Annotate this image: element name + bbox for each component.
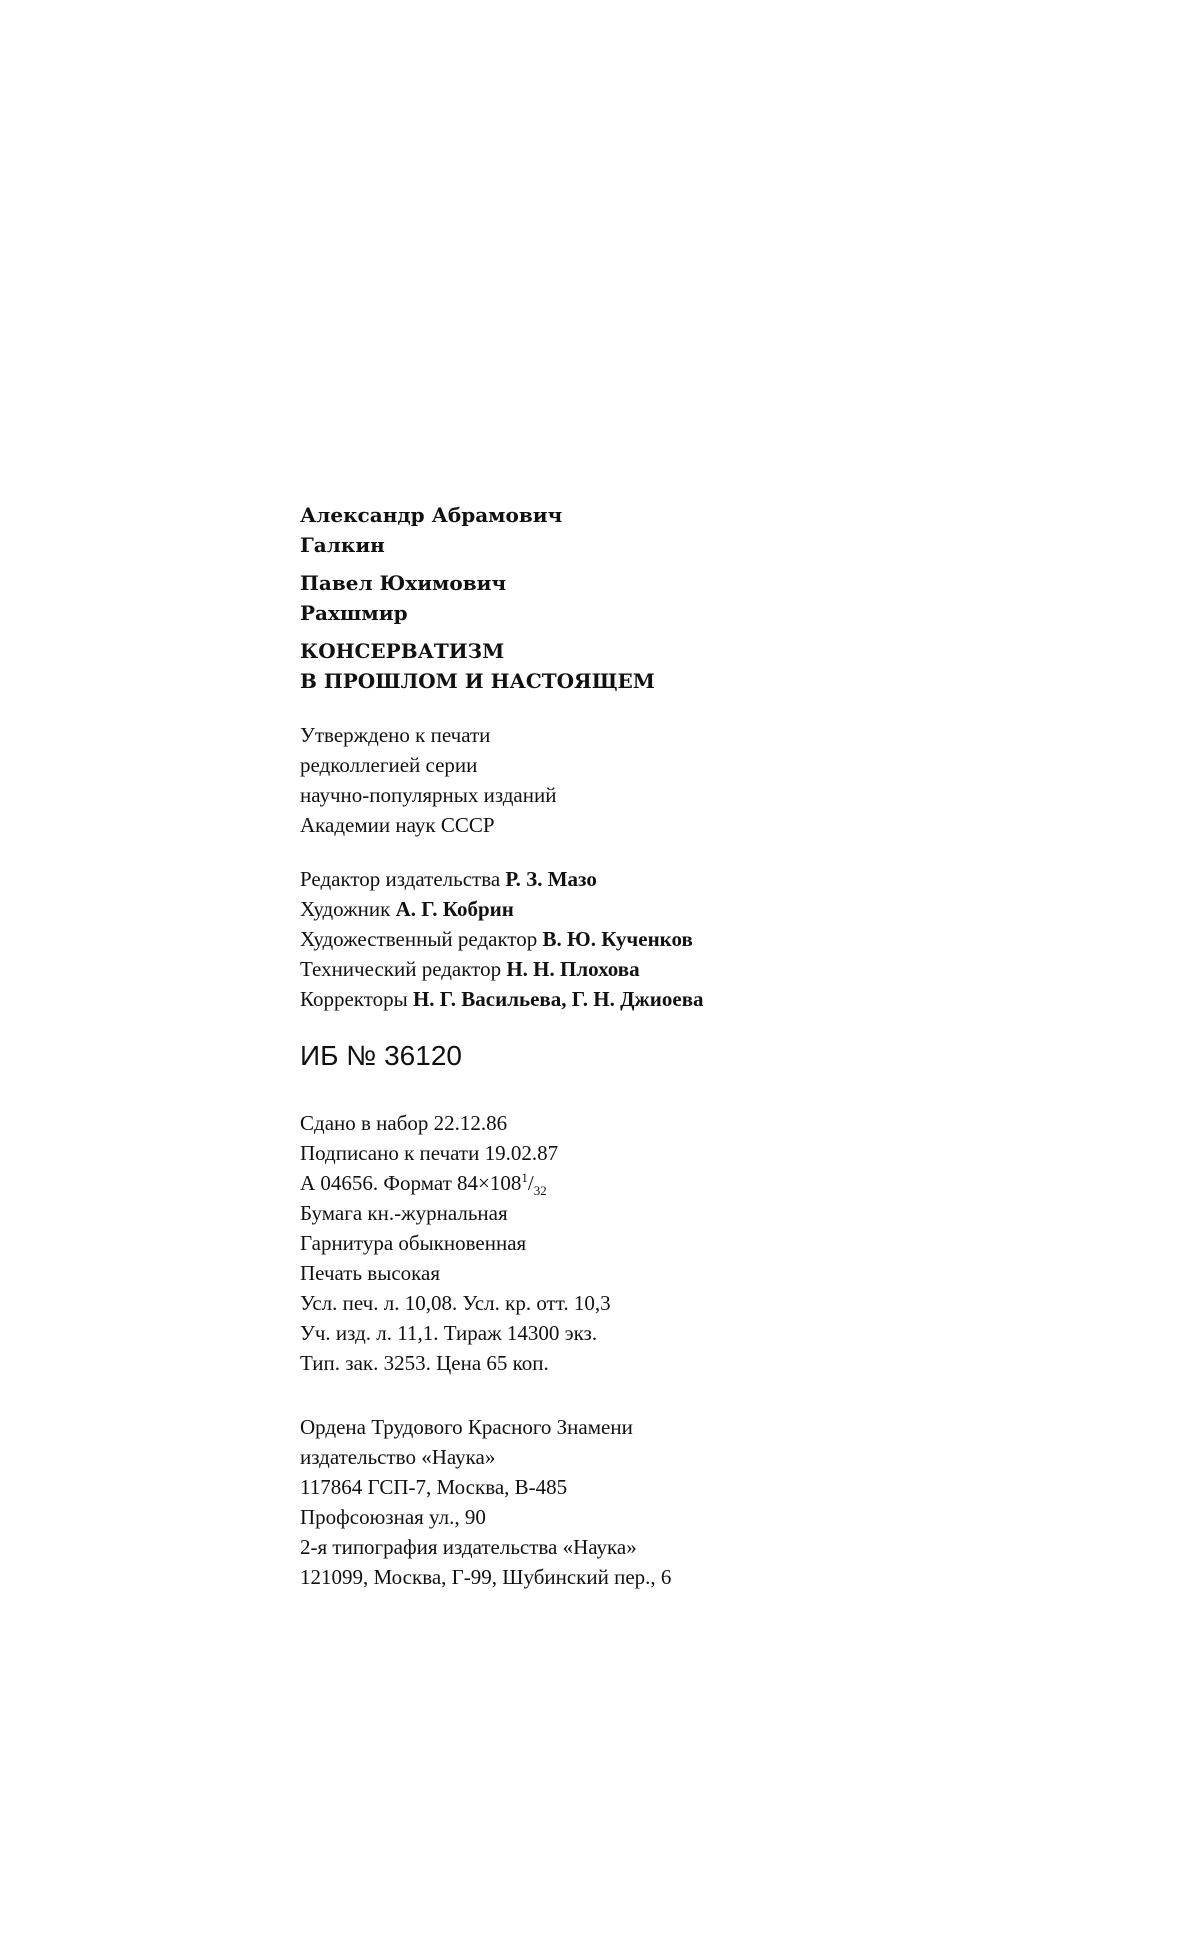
staff-name: В. Ю. Кученков [542, 927, 693, 951]
publisher-line: издательство «Наука» [300, 1445, 496, 1469]
staff-name: А. Г. Кобрин [395, 897, 514, 921]
publisher-block [300, 1412, 920, 1592]
print-line: Уч. изд. л. 11,1. Тираж 14300 экз. [300, 1321, 598, 1345]
publisher-line: Ордена Трудового Красного Знамени [300, 1415, 633, 1439]
author-last-name: Галкин [300, 533, 385, 557]
title-line-1: КОНСЕРВАТИЗМ [300, 639, 505, 663]
staff-role: Художественный редактор [300, 927, 538, 951]
approval-line: Академии наук СССР [300, 813, 495, 837]
author-1 [300, 500, 920, 560]
author-first-name: Павел Юхимович [300, 571, 507, 595]
staff-proofreaders [300, 984, 920, 1014]
staff-role: Корректоры [300, 987, 408, 1011]
book-title [300, 636, 920, 696]
staff-role: Редактор издательства [300, 867, 501, 891]
author-first-name: Александр Абрамович [300, 503, 563, 527]
print-line: Печать высокая [300, 1261, 441, 1285]
publisher-line: 117864 ГСП-7, Москва, В-485 [300, 1475, 568, 1499]
staff-block [300, 864, 920, 1014]
staff-role: Художник [300, 897, 391, 921]
colophon [300, 500, 920, 1592]
staff-editor [300, 864, 920, 894]
staff-tech-editor [300, 954, 920, 984]
author-last-name: Рахшмир [300, 601, 408, 625]
print-line: Бумага кн.-журнальная [300, 1201, 508, 1225]
approval-line: Утверждено к печати [300, 723, 491, 747]
print-line: Подписано к печати 19.02.87 [300, 1141, 559, 1165]
staff-artist [300, 894, 920, 924]
format-fraction-numerator: 1 [521, 1170, 528, 1185]
author-2 [300, 568, 920, 628]
print-format-line: А 04656. Формат $84\times 108^1/_{32}$ [300, 1170, 547, 1199]
staff-role: Технический редактор [300, 957, 502, 981]
staff-art-editor [300, 924, 920, 954]
print-line: Сдано в набор 22.12.86 [300, 1111, 508, 1135]
print-line: Усл. печ. л. 10,08. Усл. кр. отт. 10,3 [300, 1291, 611, 1315]
format-text: А 04656. Формат 84×108 [300, 1171, 522, 1195]
print-line: Гарнитура обыкновенная [300, 1231, 527, 1255]
publisher-line: Профсоюзная ул., 90 [300, 1505, 486, 1529]
staff-name: Р. З. Мазо [505, 867, 597, 891]
print-details [300, 1108, 920, 1378]
print-line: Тип. зак. 3253. Цена 65 коп. [300, 1351, 549, 1375]
approval-block [300, 720, 920, 840]
format-fraction-denominator: 32 [533, 1183, 547, 1199]
approval-line: научно-популярных изданий [300, 783, 557, 807]
staff-name: Н. Н. Плохова [506, 957, 640, 981]
approval-line: редколлегией серии [300, 753, 478, 777]
title-line-2: В ПРОШЛОМ И НАСТОЯЩЕМ [300, 669, 655, 693]
ib-number: ИБ № 36120 [300, 1040, 462, 1071]
publisher-line: 2-я типография издательства «Наука» [300, 1535, 637, 1559]
staff-name: Н. Г. Васильева, Г. Н. Джиоева [412, 987, 704, 1011]
publisher-line: 121099, Москва, Г-99, Шубинский пер., 6 [300, 1565, 672, 1589]
